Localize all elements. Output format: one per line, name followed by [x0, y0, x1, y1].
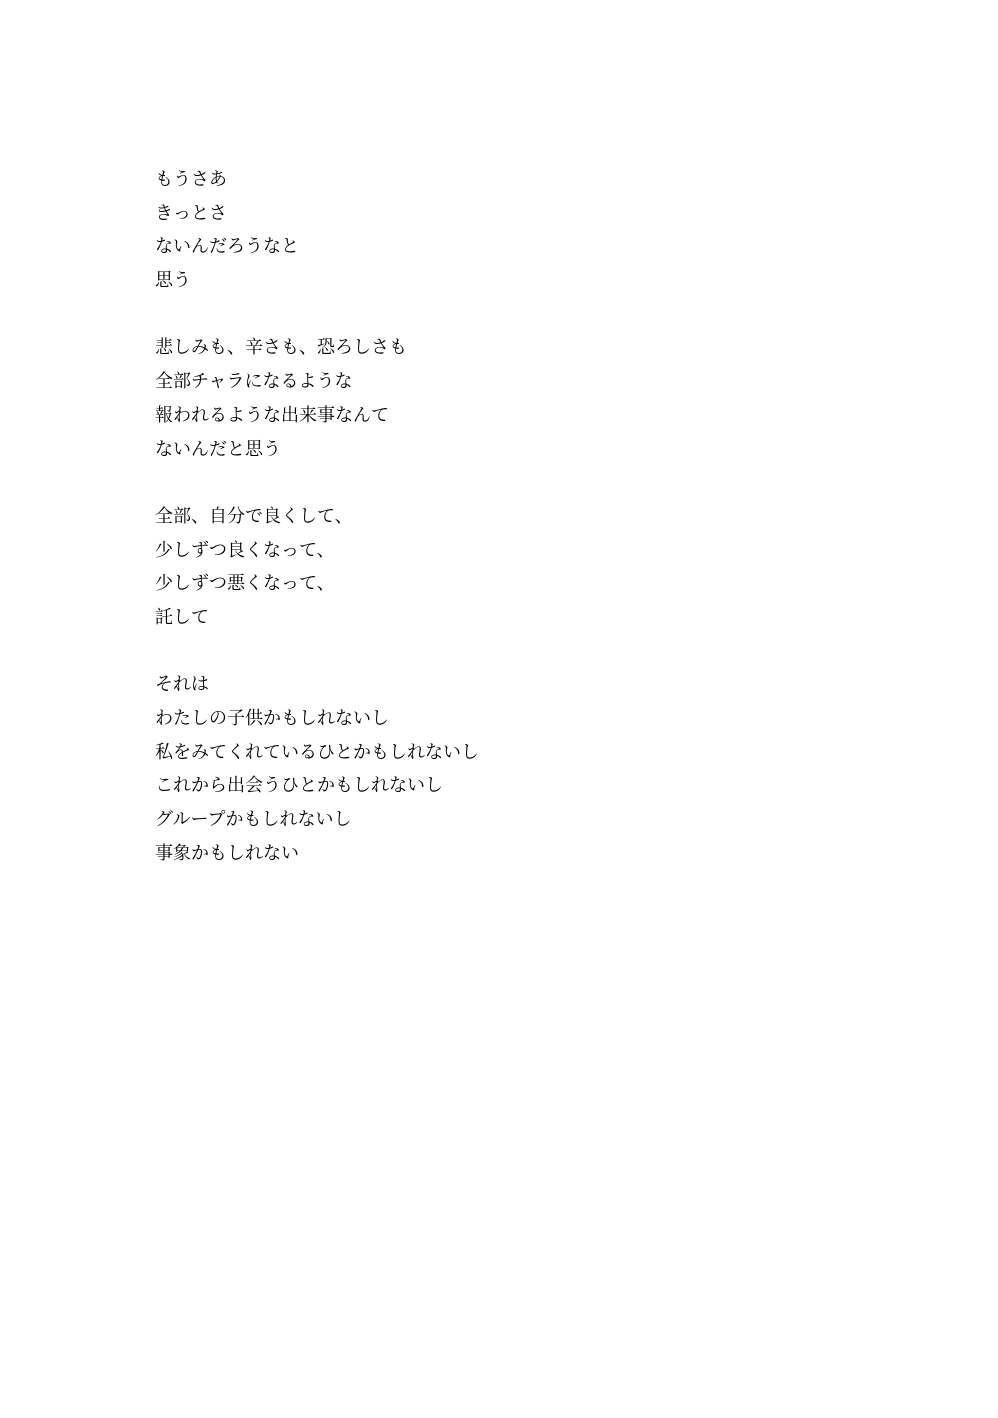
poem-line: ないんだと思う	[155, 438, 281, 460]
poem-line: 思う	[155, 270, 191, 292]
stanza-break	[155, 635, 855, 669]
poem-line: きっとさ	[155, 202, 227, 224]
poem-line: 少しずつ悪くなって、	[155, 573, 335, 595]
poem-line: わたしの子供かもしれないし	[155, 708, 389, 729]
poem-line: これから出会うひとかもしれないし	[155, 775, 443, 797]
poem-line: 悲しみも、辛さも、恐ろしさも	[155, 337, 407, 359]
stanza-3	[155, 500, 855, 635]
poem-line: ないんだろうなと	[155, 236, 299, 258]
poem-line: 全部チャラになるような	[155, 371, 353, 393]
stanza-break	[155, 466, 855, 500]
poem-line: 報われるような出来事なんて	[155, 404, 389, 426]
poem-line: 私をみてくれているひとかもしれないし	[155, 741, 479, 763]
poem-line: それは	[155, 674, 209, 696]
stanza-2	[155, 331, 855, 466]
poem-line: 少しずつ良くなって、	[155, 539, 335, 561]
poem-line: 事象かもしれない	[155, 842, 299, 864]
poem-body	[155, 163, 855, 870]
poem-line: 託して	[155, 606, 209, 628]
poem-line: 全部、自分で良くして、	[155, 505, 353, 527]
poem-line: もうさあ	[155, 169, 227, 190]
stanza-1	[155, 163, 855, 298]
stanza-break	[155, 298, 855, 332]
poem-line: グループかもしれないし	[155, 809, 352, 831]
stanza-4	[155, 668, 855, 870]
